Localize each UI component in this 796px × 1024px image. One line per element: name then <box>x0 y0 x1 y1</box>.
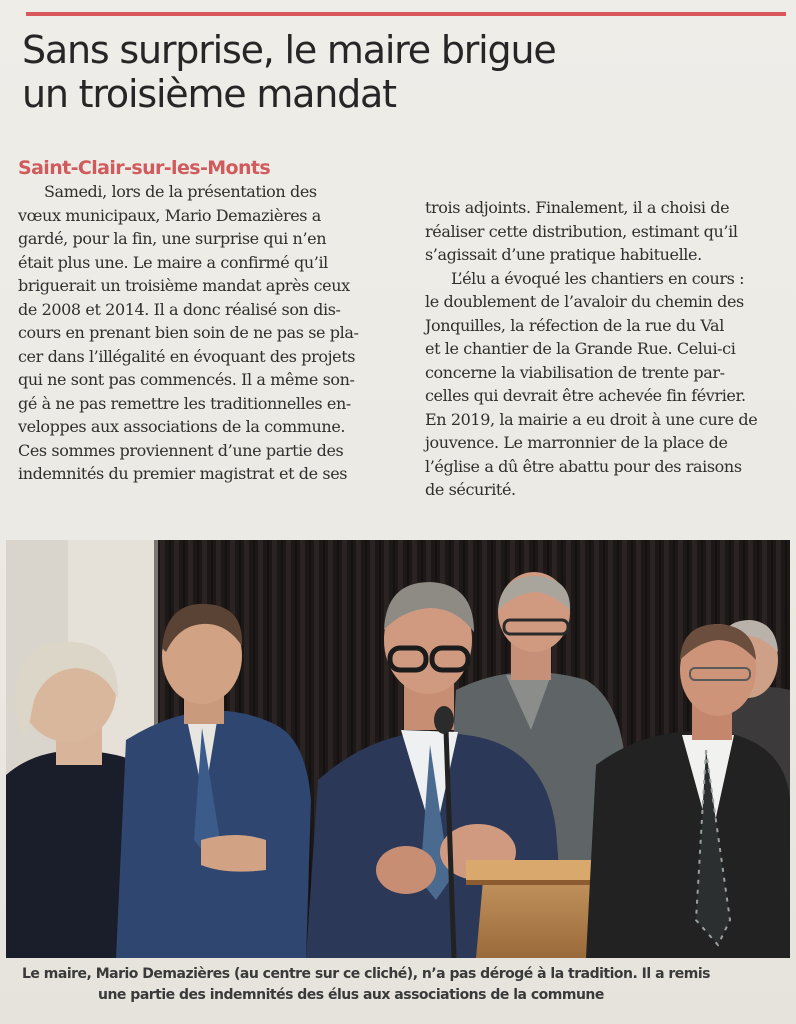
caption-line: une partie des indemnités des élus aux associations de la commune <box>98 987 604 1003</box>
body-line: cer dans l’illégalité en évoquant des projets <box>18 346 356 366</box>
body-line: l’église a dû être abattu pour des raisons <box>425 456 742 476</box>
body-line: L’élu a évoqué les chantiers en cours : <box>451 268 745 288</box>
body-line: gé à ne pas remettre les traditionnelles en- <box>18 393 351 413</box>
body-line: concerne la viabilisation de trente par- <box>425 362 725 382</box>
body-line: Samedi, lors de la présentation des <box>44 182 317 201</box>
body-line: Ces sommes proviennent d’une partie des <box>18 440 344 460</box>
body-line: vœux municipaux, Mario Demazières a <box>18 205 321 225</box>
headline <box>22 28 702 116</box>
headline-line: un troisième mandat <box>22 72 396 116</box>
body-line: En 2019, la mairie a eu droit à une cure de <box>425 409 758 429</box>
photo-illustration <box>6 540 790 958</box>
caption-line: Le maire, Mario Demazières (au centre sur ce cliché), n’a pas dérogé à la tradition. Il a remis <box>22 966 711 982</box>
body-line: jouvence. Le marronnier de la place de <box>425 433 728 452</box>
accent-rule <box>26 12 786 16</box>
body-line: cours en prenant bien soin de ne pas se pla- <box>18 323 359 342</box>
body-column-right <box>425 196 785 502</box>
article-photo <box>6 540 790 958</box>
body-line: Jonquilles, la réfection de la rue du Val <box>425 315 724 335</box>
body-line: celles qui devrait être achevée fin février. <box>425 386 746 405</box>
headline-line: Sans surprise, le maire brigue <box>22 28 556 72</box>
body-line: de 2008 et 2014. Il a donc réalisé son dis- <box>18 299 341 319</box>
body-line: briguerait un troisième mandat après ceux <box>18 276 350 295</box>
body-line: trois adjoints. Finalement, il a choisi de <box>425 198 730 217</box>
body-line: était plus une. Le maire a confirmé qu’il <box>18 252 328 272</box>
body-line: veloppes aux associations de la commune. <box>18 417 346 436</box>
body-line: indemnités du premier magistrat et de ses <box>18 464 348 483</box>
body-line: et le chantier de la Grande Rue. Celui-ci <box>425 339 736 358</box>
photo-caption <box>22 964 782 1006</box>
body-line: le doublement de l’avaloir du chemin des <box>425 292 744 311</box>
dateline: Saint-Clair-sur-les-Monts <box>18 157 271 179</box>
body-line: s’agissait d’une pratique habituelle. <box>425 245 702 264</box>
body-column-left <box>18 180 398 486</box>
body-line: qui ne sont pas commencés. Il a même son- <box>18 370 355 389</box>
body-line: réaliser cette distribution, estimant qu’il <box>425 221 738 241</box>
body-line: gardé, pour la fin, une surprise qui n’en <box>18 229 327 248</box>
body-line: de sécurité. <box>425 480 516 499</box>
